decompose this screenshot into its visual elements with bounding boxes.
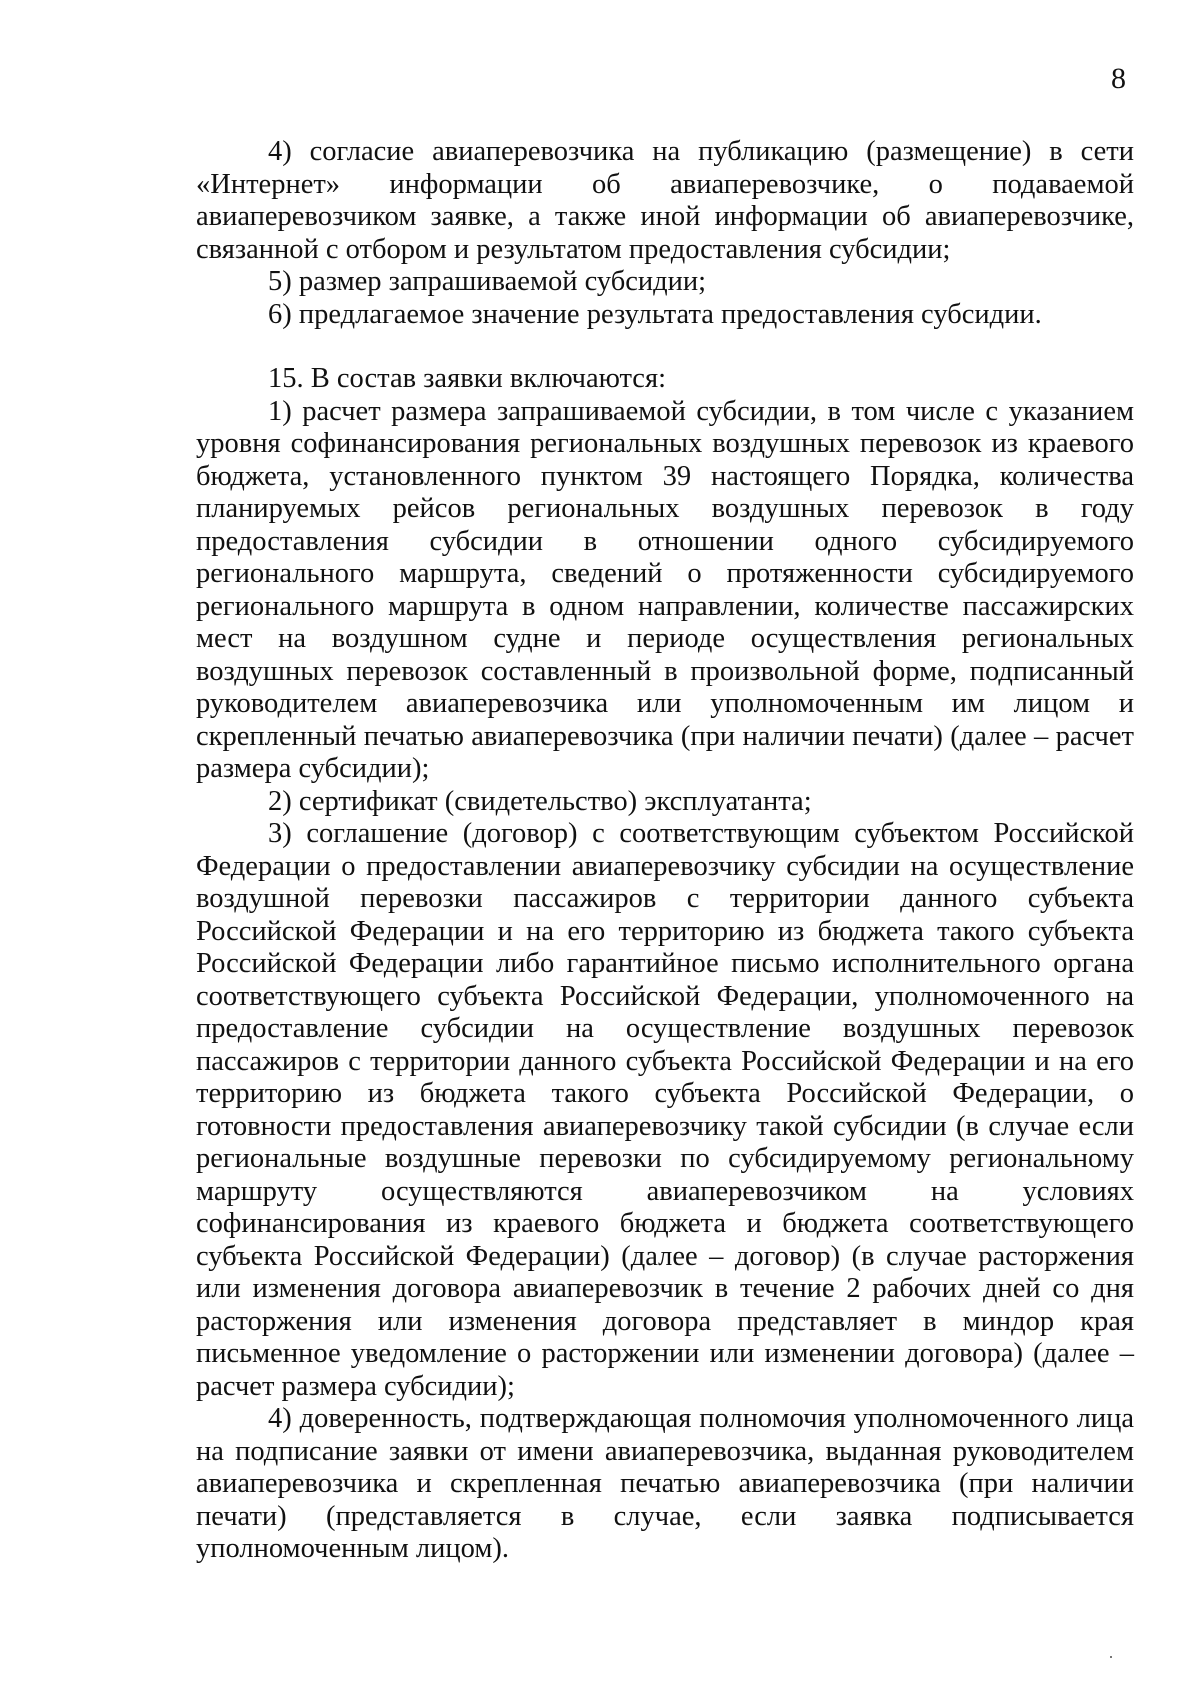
section-15-heading: 15. В состав заявки включаются: bbox=[268, 363, 666, 394]
paragraph-item-6-result-value: 6) предлагаемое значение результата предоставления субсидии. bbox=[268, 298, 1042, 330]
page-number: 8 bbox=[1111, 62, 1126, 95]
paragraph-item-3-agreement: 3) соглашение (договор) с соответствующим субъектом Российской Федерации о предоставлении авиаперевозчику субсидии на осуществление воздушной перевозки пассажиров с территории данного субъекта Российской Федерации и на его территорию из бюджета такого субъекта Российской Федерации либо гарантийное письмо исполнительного органа соответствующего субъекта Российской Федерации, уполномоченного на предоставление субсидии на осуществление воздушных перевозок пассажиров с территории данного субъекта Российской Федерации и на его территорию из бюджета такого субъекта Российской Федерации, о готовности предоставления авиаперевозчику такой субсидии (в случае если региональные воздушные перевозки по субсидируемому региональному маршруту осуществляются авиаперевозчиком на условиях софинансирования из краевого бюджета и бюджета соответствующего субъекта Российской Федерации) (далее – договор) (в случае расторжения или изменения договора авиаперевозчик в течение 2 рабочих дней со дня расторжения или изменения договора представляет в миндор края письменное уведомление о расторжении или изменении договора) (далее – расчет размера субсидии); bbox=[196, 818, 1134, 1402]
paragraph-item-4-consent: 4) согласие авиаперевозчика на публикацию (размещение) в сети «Интернет» информации об авиаперевозчике, о подаваемой авиаперевозчиком заявке, а также иной информации об авиаперевозчике, связанной с отбором и результатом предоставления субсидии; bbox=[196, 136, 1134, 265]
paragraph-item-5-subsidy-amount: 5) размер запрашиваемой субсидии; bbox=[268, 266, 707, 297]
paragraph-item-2-certificate: 2) сертификат (свидетельство) эксплуатанта; bbox=[268, 785, 812, 817]
scan-speck bbox=[1110, 1656, 1112, 1658]
paragraph-item-1-calculation: 1) расчет размера запрашиваемой субсидии, в том числе с указанием уровня софинансирования региональных воздушных перевозок из краевого бюджета, установленного пунктом 39 настоящего Порядка, количества планируемых рейсов региональных воздушных перевозок в году предоставления субсидии в отношении одного субсидируемого регионального маршрута, сведений о протяженности субсидируемого регионального маршрута в одном направлении, количестве пассажирских мест на воздушном судне и периоде осуществления региональных воздушных перевозок составленный в произвольной форме, подписанный руководителем авиаперевозчика или уполномоченным им лицом и скрепленный печатью авиаперевозчика (при наличии печати) (далее – расчет размера субсидии); bbox=[196, 395, 1134, 784]
paragraph-item-4-power-of-attorney: 4) доверенность, подтверждающая полномочия уполномоченного лица на подписание заявки от имени авиаперевозчика, выданная руководителем авиаперевозчика и скрепленная печатью авиаперевозчика (при наличии печати) (представляется в случае, если заявка подписывается уполномоченным лицом). bbox=[196, 1403, 1134, 1564]
section-gap bbox=[196, 331, 1134, 363]
document-body bbox=[196, 136, 1134, 1566]
